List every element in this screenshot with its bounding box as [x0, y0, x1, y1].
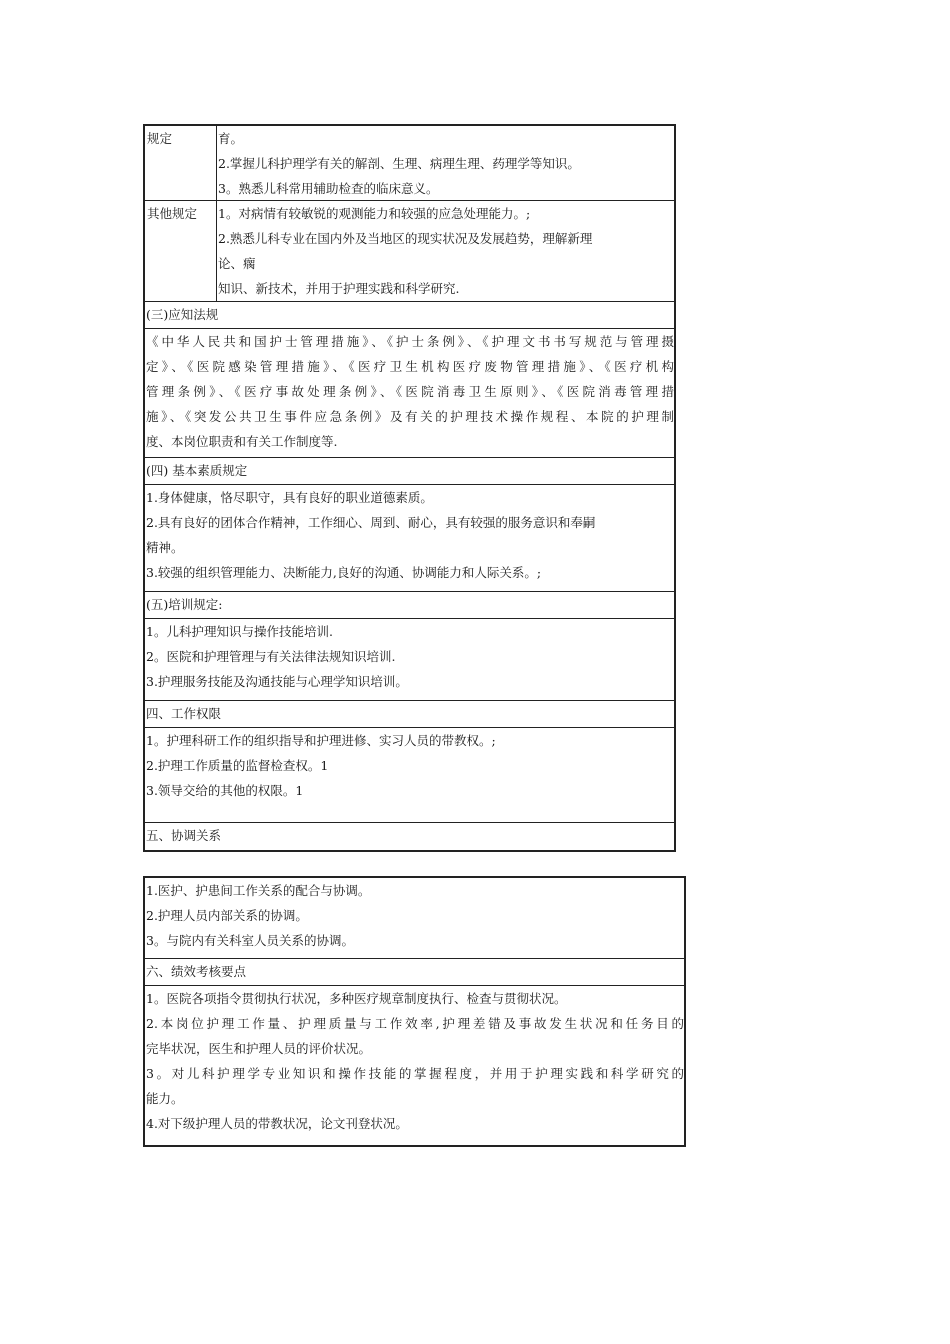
text-line: 1。护理科研工作的组织指导和护理进修、实习人员的带教权。;: [146, 733, 496, 748]
training-heading: (五)培训规定:: [145, 592, 674, 619]
text-line: 3。与院内有关科室人员关系的协调。: [146, 933, 354, 948]
quality-content: [145, 485, 674, 592]
text-line: 3。熟悉儿科常用辅助检查的临床意义。: [218, 181, 439, 196]
text-line: 施》、《突发公共卫生事件应急条例》及有关的护理技术操作规程、本院的护理制: [146, 409, 674, 424]
text-line: 1.医护、护患间工作关系的配合与协调。: [146, 883, 371, 898]
training-content: [145, 619, 674, 701]
text-line: 精神。: [146, 540, 184, 555]
text-line: 2.本岗位护理工作量、护理质量与工作效率,护理差错及事故发生状况和任务目的: [146, 1016, 684, 1031]
text-line: 度、本岗位职责和有关工作制度等.: [146, 434, 338, 449]
authority-heading: 四、工作权限: [145, 701, 674, 728]
text-line: 1.身体健康，恪尽职守，具有良好的职业道德素质。: [146, 490, 433, 505]
text-line: 育。: [218, 131, 244, 146]
text-line: 3。对儿科护理学专业知识和操作技能的掌握程度，并用于护理实践和科学研究的: [146, 1066, 684, 1081]
text-line: 3.护理服务技能及沟通技能与心理学知识培训。: [146, 674, 408, 689]
laws-heading: (三)应知法规: [145, 302, 674, 329]
coordination-heading: 五、协调关系: [146, 828, 222, 843]
text-line: 2.护理人员内部关系的协调。: [146, 908, 308, 923]
quality-heading: (四) 基本素质规定: [145, 458, 674, 485]
row-other-label: 其他规定: [145, 201, 217, 301]
text-line: 管理条例》、《医疗事故处理条例》、《医院消毒卫生原则》、《医院消毒管理措: [146, 384, 674, 399]
text-line: 1。对病情有较敏锐的观测能力和较强的应急处理能力。;: [218, 206, 531, 221]
text-line: 2.掌握儿科护理学有关的解剖、生理、病理生理、药理学等知识。: [218, 156, 580, 171]
row-other: [145, 201, 674, 302]
authority-content: [145, 728, 674, 823]
job-spec-table-2: [143, 876, 686, 1147]
text-line: 2。医院和护理管理与有关法律法规知识培训.: [146, 649, 396, 664]
text-line: 2.熟悉儿科专业在国内外及当地区的现实状况及发展趋势，理解新理: [218, 231, 593, 246]
text-line: 2.护理工作质量的监督检查权。1: [146, 758, 329, 773]
row-other-content: [217, 201, 674, 301]
text-line: 完毕状况，医生和护理人员的评价状况。: [146, 1041, 372, 1056]
laws-content: [145, 329, 674, 458]
text-line: 3.领导交给的其他的权限。1: [146, 783, 304, 798]
row-guiding: [145, 126, 674, 201]
text-line: 1。医院各项指令贯彻执行状况，多种医疗规章制度执行、检查与贯彻状况。: [146, 991, 567, 1006]
text-line: 2.具有良好的团体合作精神，工作细心、周到、耐心，具有较强的服务意识和奉嗣: [146, 515, 596, 530]
row-guiding-content: [217, 126, 674, 200]
text-line: 3.较强的组织管理能力、决断能力,良好的沟通、协调能力和人际关系。;: [146, 565, 542, 580]
text-line: 《中华人民共和国护士管理措施》、《护士条例》、《护理文书书写规范与管理摄: [146, 334, 674, 349]
text-line: 定》、《医院感染管理措施》、《医疗卫生机构医疗废物管理措施》、《医疗机构: [146, 359, 674, 374]
text-line: 能力。: [146, 1091, 184, 1106]
text-line: 知识、新技术，并用于护理实践和科学研究.: [218, 281, 460, 296]
text-line: 论、瘸: [218, 256, 256, 271]
text-line: 1。儿科护理知识与操作技能培训.: [146, 624, 333, 639]
performance-content: [145, 986, 684, 1145]
row-guiding-label: 规定: [145, 126, 217, 200]
coordination-content: [145, 878, 684, 959]
text-line: 4.对下级护理人员的带教状况，论文刊登状况。: [146, 1116, 408, 1131]
performance-heading: 六、绩效考核要点: [145, 959, 684, 986]
job-spec-table-1: [143, 124, 676, 852]
